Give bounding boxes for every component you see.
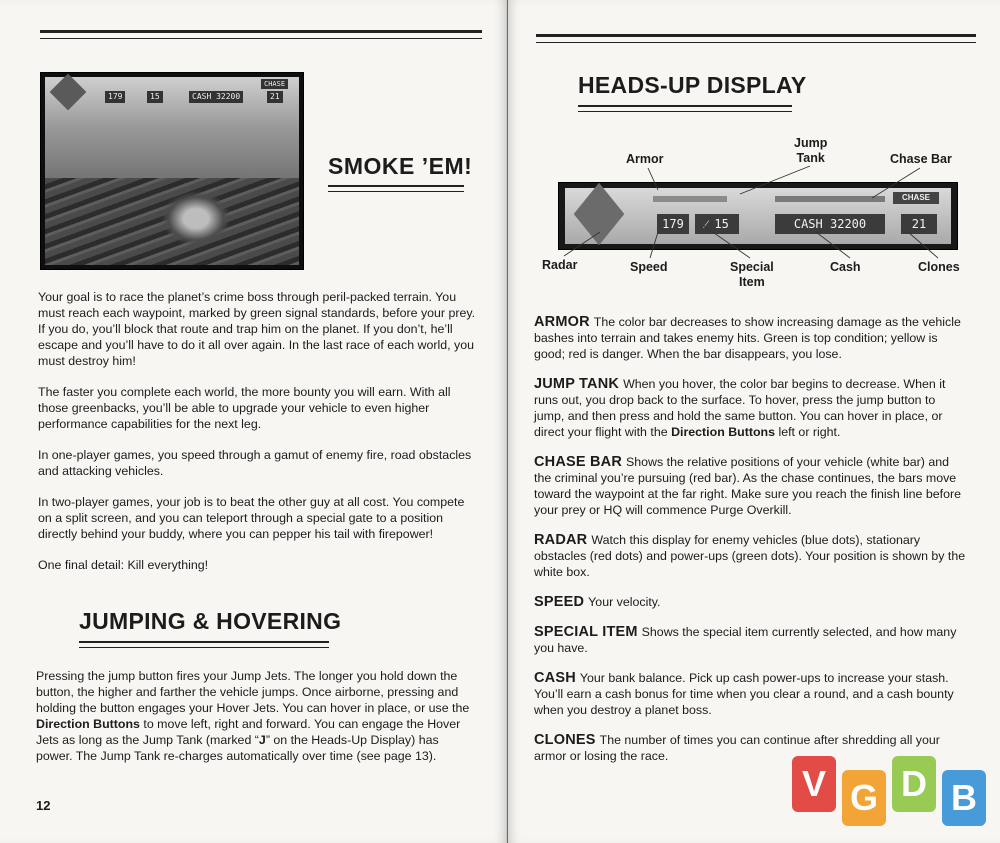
term: ARMOR (534, 314, 590, 330)
screenshot-chase-tag: CHASE (261, 79, 288, 89)
bold-term: Direction Buttons (36, 717, 140, 731)
definition: Your velocity. (588, 595, 661, 609)
armor-bar (653, 196, 727, 202)
cash-label: CASH (793, 217, 823, 231)
screenshot-special: 15 (147, 91, 163, 103)
top-rule (40, 30, 482, 39)
callout-speed: Speed (630, 260, 668, 274)
entry-chase-bar (534, 454, 966, 518)
definition: Watch this display for enemy vehicles (blue dots), stationary obstacles (red dots) and power-ups (green dots). Your position is shown by the white box. (534, 533, 966, 579)
callout-line: Special (730, 260, 774, 274)
clones-readout: 21 (901, 214, 937, 234)
callout-cash: Cash (830, 260, 861, 274)
bold-term: J (258, 733, 266, 747)
smoke-em-body (38, 289, 478, 588)
radar-icon (50, 74, 87, 111)
screenshot-cash: CASH 32200 (189, 91, 243, 103)
entry-radar (534, 532, 966, 580)
game-screenshot (40, 72, 304, 270)
paragraph (36, 668, 478, 764)
title-underline (79, 641, 329, 648)
title-underline (328, 185, 464, 192)
special-item-readout (695, 214, 739, 234)
term: JUMP TANK (534, 376, 620, 392)
entry-jump-tank (534, 376, 966, 440)
callout-jump-tank (794, 136, 827, 166)
hud-descriptions (534, 314, 966, 778)
term: SPEED (534, 594, 585, 610)
watermark-tile-b: B (942, 770, 986, 826)
callout-chase-bar: Chase Bar (890, 152, 952, 166)
term: CHASE BAR (534, 454, 622, 470)
definition: Your bank balance. Pick up cash power-ups to increase your stash. You’ll earn a cash bonus for time when you clear a round, and a cash bounty when you destroy a planet boss. (534, 671, 954, 717)
paragraph: Your goal is to race the planet’s crime boss through peril-packed terrain. You must reach each waypoint, marked by green signal standards, before your prey. If you do, you’ll block that route and trap him on the planet. If you don’t, he’ll escape and you’ll have to do it all over again. In the last race of each world, you must destroy him! (38, 290, 476, 368)
definition: Shows the relative positions of your vehicle (white bar) and the criminal you’re pursuing (red bar). As the chase continues, the bars move toward the waypoint at the far right. Make sure you reach the finish line before your prey or HQ will commence Purge Overkill. (534, 455, 962, 517)
section-title-jumping-hovering: JUMPING & HOVERING (79, 608, 342, 634)
bold-term: Direction Buttons (671, 425, 776, 439)
text-run: Pressing the jump button fires your Jump Jets. The longer you hold down the button, the higher and farther the vehicle jumps. Once airborne, pressing and holding the button engages your Hover Jets. You can hover in place, or use the (36, 669, 470, 715)
term: CASH (534, 670, 576, 686)
callout-special-item (730, 260, 774, 290)
chase-bar (775, 196, 885, 202)
top-rule (536, 34, 976, 43)
section-title-smoke-em: SMOKE ’EM! (328, 153, 473, 179)
chase-tag: CHASE (893, 192, 939, 204)
paragraph: The faster you complete each world, the more bounty you will earn. With all those greenbacks, you’ll be able to upgrade your vehicle to even higher performance capabilities for the next leg. (38, 385, 451, 431)
hud-panel (565, 188, 951, 244)
entry-special-item (534, 624, 966, 656)
definition: The number of times you can continue after shredding all your armor or losing the race. (534, 733, 940, 763)
right-page (508, 0, 1000, 843)
definition: The color bar decreases to show increasing damage as the vehicle bashes into terrain and takes enemy hits. Green is top condition; yellow is good; red is danger. When the bar disappears, you lose. (534, 315, 961, 361)
radar-icon (574, 183, 625, 246)
screenshot-hud (49, 79, 295, 107)
vgdb-watermark-logo (792, 756, 992, 836)
watermark-tile-d: D (892, 756, 936, 812)
definition: When you hover, the color bar begins to decrease. When it runs out, you drop back to the surface. To hover, press the jump button to jump, and then press and hold the same button. You can hover in place, or direct your flight with the (534, 377, 946, 439)
paragraph: In one-player games, you speed through a gamut of enemy fire, road obstacles and attacking vehicles. (38, 448, 472, 478)
callout-line: Tank (796, 151, 825, 165)
term: SPECIAL ITEM (534, 624, 638, 640)
slash-icon: ⁄ (705, 217, 715, 231)
speed-readout: 179 (657, 214, 689, 234)
cash-readout (775, 214, 885, 234)
paragraph: One final detail: Kill everything! (38, 558, 209, 572)
definition: Shows the special item currently selected, and how many you have. (534, 625, 957, 655)
entry-cash (534, 670, 966, 718)
cash-value: 32200 (830, 217, 867, 231)
callout-clones: Clones (918, 260, 960, 274)
term: CLONES (534, 732, 596, 748)
callout-armor: Armor (626, 152, 664, 166)
watermark-tile-g: G (842, 770, 886, 826)
text-run: to move left, right and forward. You can engage the Hover Jets as long as the Jump Tank (marked “ (36, 717, 461, 747)
callout-line: Item (739, 275, 765, 289)
callout-radar: Radar (542, 258, 578, 272)
callout-line: Jump (794, 136, 828, 150)
player-vehicle (161, 191, 231, 246)
term: RADAR (534, 532, 588, 548)
jumping-hovering-body (36, 668, 478, 779)
definition-tail: left or right. (775, 425, 841, 439)
section-title-hud: HEADS-UP DISPLAY (578, 72, 807, 98)
special-item-count: 15 (714, 217, 729, 231)
watermark-tile-v: V (792, 756, 836, 812)
entry-speed (534, 594, 966, 610)
paragraph: In two-player games, your job is to beat the other guy at all cost. You compete on a split screen, and you can teleport through a special gate to a position directly behind your buddy, where you can pepper his tail with firepower! (38, 495, 465, 541)
text-run: ” on the Heads-Up Display) has power. The Jump Tank re-charges automatically over time (see page 13). (36, 733, 439, 763)
hud-diagram (558, 182, 958, 250)
title-underline (578, 105, 792, 112)
entry-armor (534, 314, 966, 362)
page-number: 12 (36, 798, 51, 813)
screenshot-speed: 179 (105, 91, 125, 103)
screenshot-clones: 21 (267, 91, 283, 103)
